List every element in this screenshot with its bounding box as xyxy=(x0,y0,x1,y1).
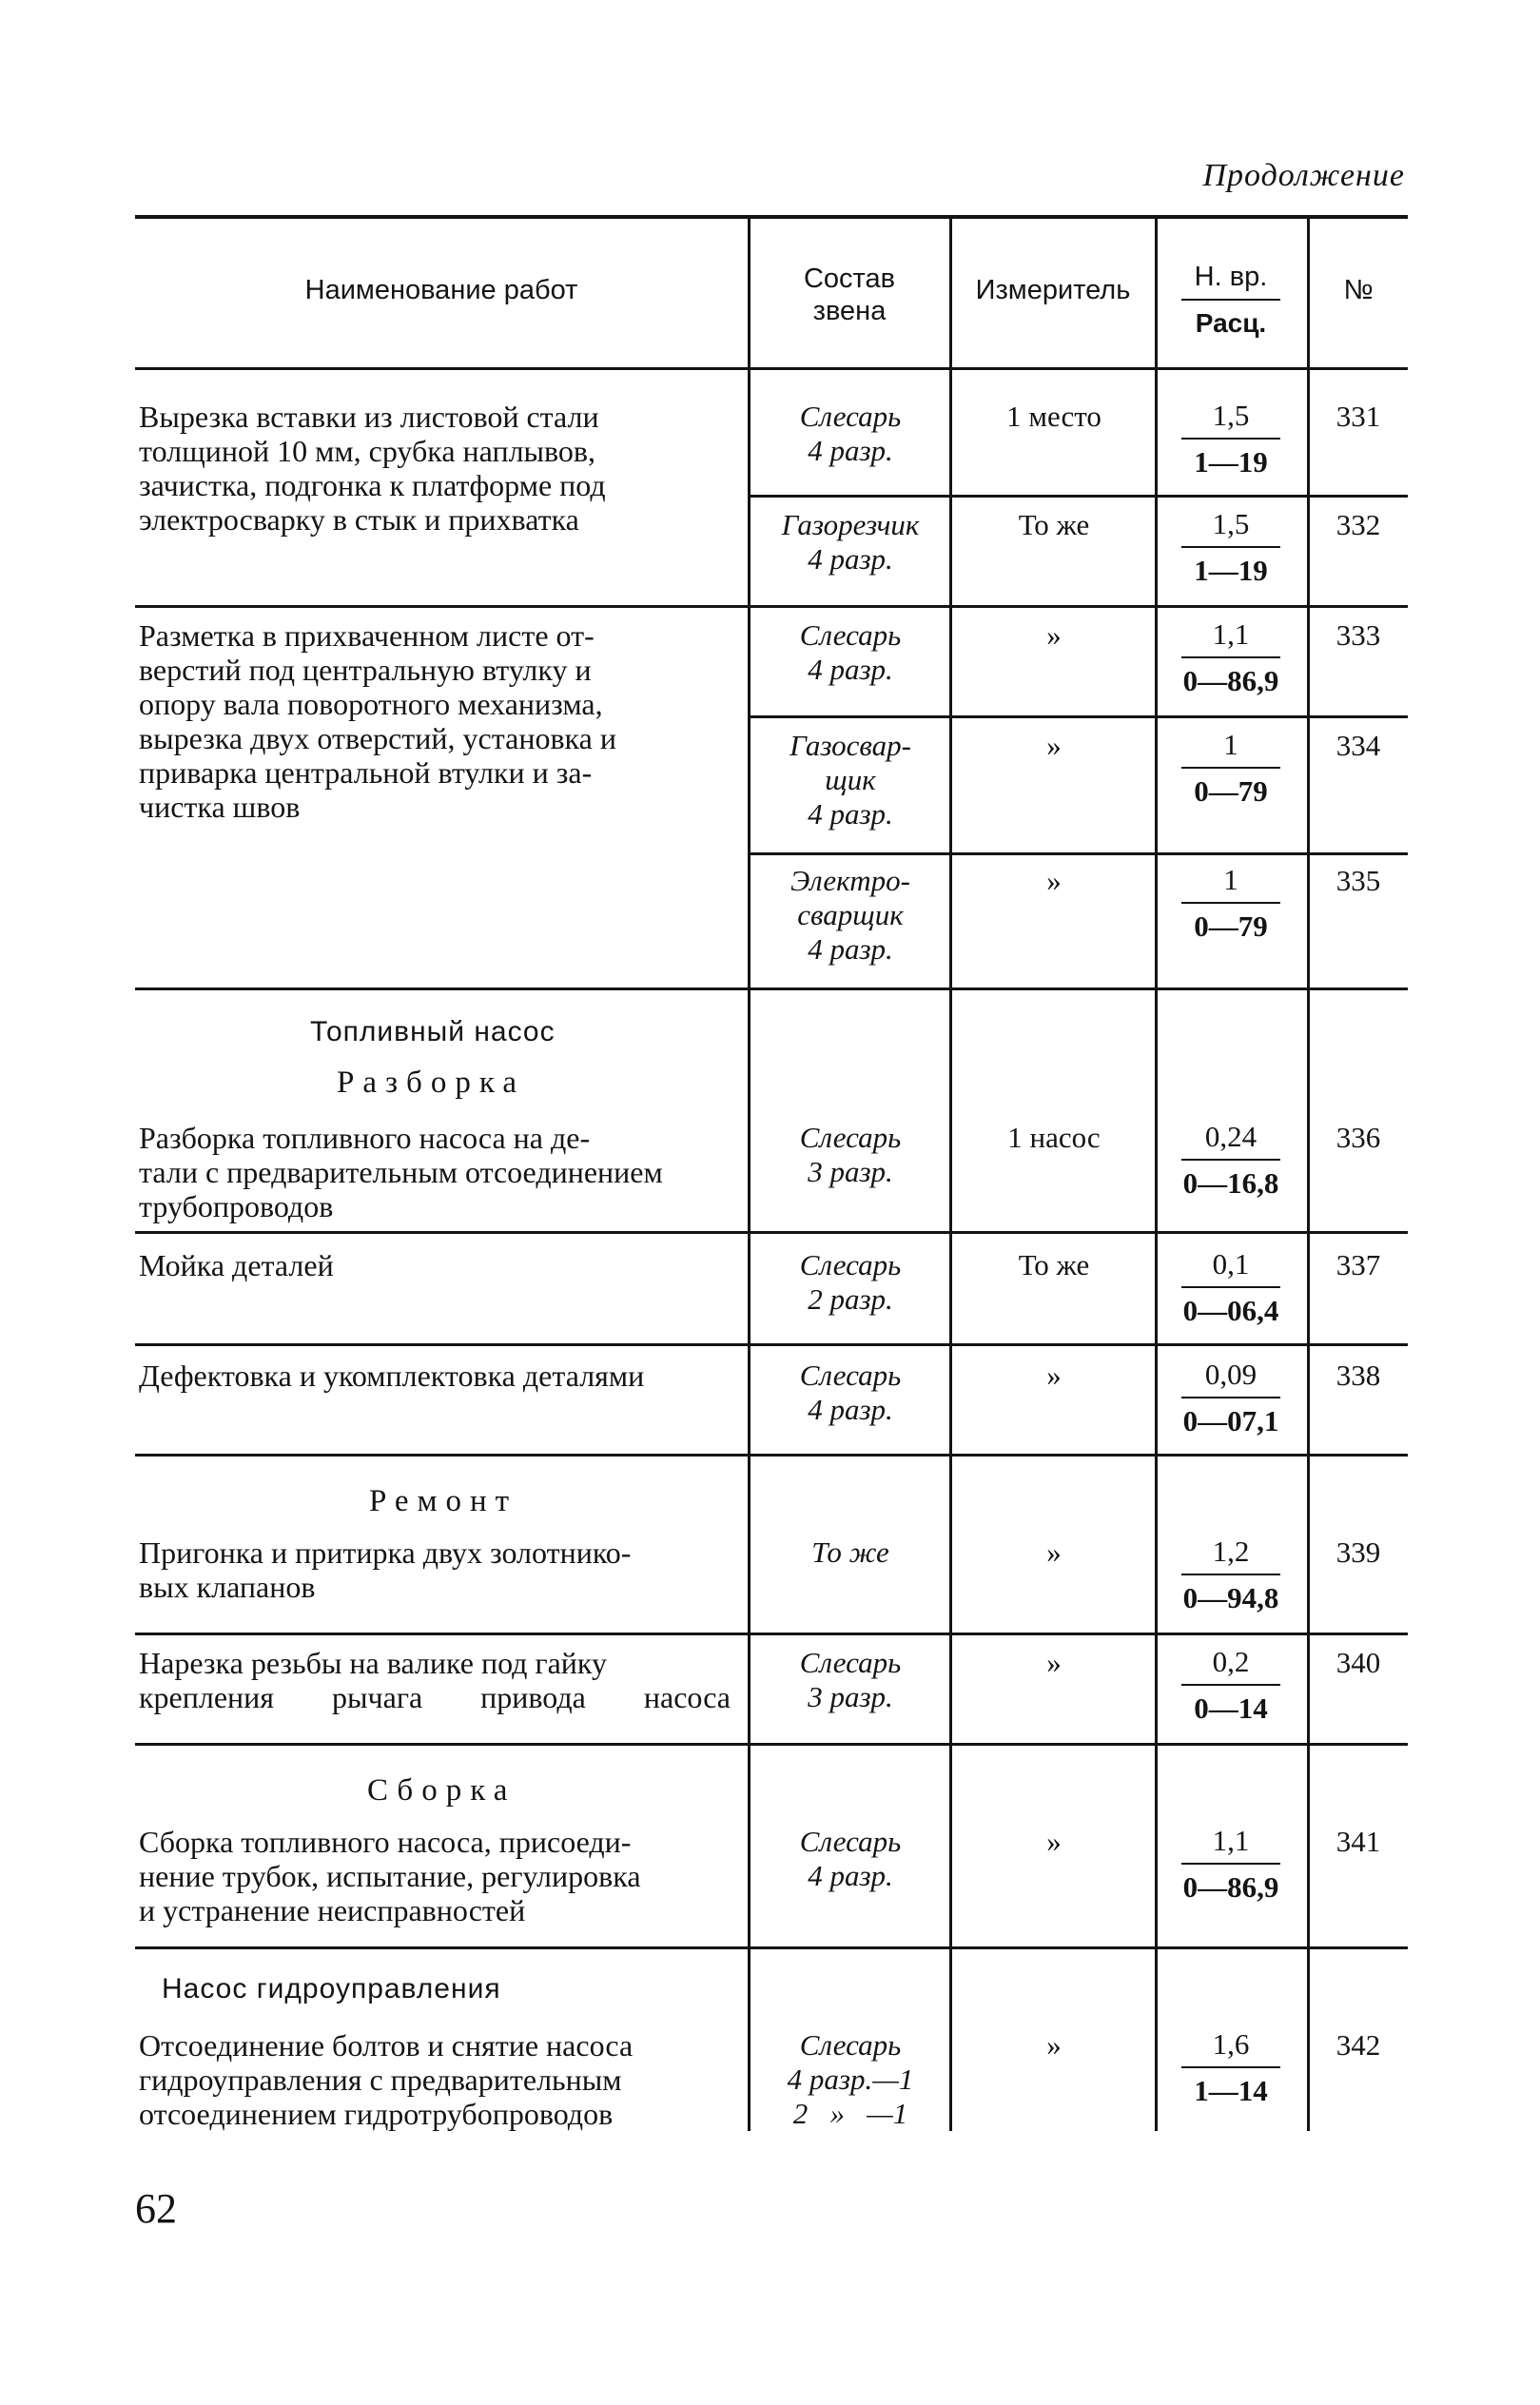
work-name: Разметка в прихваченном листе от- верстий под центральную втулку и опору вала поворотного механизма, вырезка двух отверстий, установка и приварка центральной втулки и за- чистка швов xyxy=(139,618,616,824)
crew-cell: Слесарь 2 разр. xyxy=(799,1248,902,1316)
rate-fraction xyxy=(1155,729,1307,808)
fraction-bar xyxy=(1181,2066,1280,2068)
norm-value: 1 xyxy=(1223,728,1238,761)
work-name: Пригонка и притирка двух золотнико- вых клапанов xyxy=(139,1535,632,1604)
norm-value: 1,1 xyxy=(1212,617,1250,651)
rate-fraction xyxy=(1155,2028,1307,2107)
row-rule xyxy=(135,1454,1408,1457)
header-crew-line: звена xyxy=(812,296,887,326)
price-value: 1—14 xyxy=(1194,2074,1268,2107)
table-top-rule xyxy=(135,215,1408,219)
price-value: 0—07,1 xyxy=(1182,1404,1279,1437)
measure-cell: » xyxy=(1046,618,1062,652)
price-value: 0—86,9 xyxy=(1182,1870,1279,1904)
header-rate-price: Расц. xyxy=(1195,308,1267,338)
header-crew xyxy=(750,263,949,327)
price-value: 0—79 xyxy=(1194,774,1268,808)
row-rule xyxy=(135,987,1408,990)
header-work-name: Наименование работ xyxy=(304,275,578,305)
row-number: 338 xyxy=(1335,1359,1381,1392)
price-value: 0—86,9 xyxy=(1182,664,1279,697)
crew-cell: Газорезчик 4 разр. xyxy=(781,508,920,576)
row-number: 340 xyxy=(1335,1646,1381,1679)
work-name: Сборка топливного насоса, присоеди- нение трубок, испытание, регулировка и устранение неисправностей xyxy=(139,1825,641,1927)
fraction-bar xyxy=(1181,438,1280,440)
row-number: 332 xyxy=(1335,508,1381,541)
measure-cell: » xyxy=(1046,729,1062,762)
price-value: 0—16,8 xyxy=(1182,1166,1279,1200)
header-number: № xyxy=(1343,275,1374,305)
rate-fraction xyxy=(1155,1359,1307,1437)
norm-value: 1,5 xyxy=(1212,399,1250,432)
row-number: 333 xyxy=(1335,618,1381,652)
crew-cell: Слесарь 3 разр. xyxy=(799,1646,902,1713)
fraction-bar xyxy=(1181,767,1280,769)
crew-cell: Слесарь 4 разр. xyxy=(799,1359,902,1426)
measure-cell: » xyxy=(1046,2028,1062,2062)
row-number: 334 xyxy=(1335,729,1381,762)
rate-fraction xyxy=(1155,1535,1307,1614)
crew-cell: Газосвар- щик 4 разр. xyxy=(789,729,911,831)
fraction-bar xyxy=(1181,902,1280,904)
crew-cell: Слесарь 4 разр. xyxy=(799,618,902,686)
rate-fraction xyxy=(1155,1646,1307,1725)
norm-value: 1,1 xyxy=(1212,1824,1250,1857)
header-measure: Измеритель xyxy=(975,275,1131,305)
price-value: 1—19 xyxy=(1194,445,1268,479)
header-rate-norm: Н. вр. xyxy=(1194,262,1268,292)
fraction-bar xyxy=(1181,1397,1280,1398)
crew-cell: Слесарь 4 разр.—1 2 » —1 xyxy=(787,2028,914,2130)
work-name: Вырезка вставки из листовой стали толщиной 10 мм, срубка наплывов, зачистка, подгонка к платформе под электросварку в стык и прихватка xyxy=(139,400,606,537)
fraction-bar xyxy=(1181,1159,1280,1161)
fraction-bar xyxy=(1181,1863,1280,1865)
section-title-hydro-pump: Насос гидроуправления xyxy=(162,1973,501,2004)
crew-cell: Электро- сварщик 4 разр. xyxy=(790,864,910,966)
fraction-bar xyxy=(1181,299,1280,301)
row-rule xyxy=(135,1743,1408,1746)
row-number: 336 xyxy=(1335,1121,1381,1154)
price-value: 0—79 xyxy=(1194,909,1268,943)
continuation-label: Продолжение xyxy=(1202,158,1405,193)
section-title-fuel-pump: Топливный насос xyxy=(310,1016,556,1047)
row-number: 341 xyxy=(1335,1825,1381,1858)
crew-cell: Слесарь 4 разр. xyxy=(799,400,902,467)
row-rule xyxy=(748,715,1408,718)
rate-fraction xyxy=(1155,508,1307,587)
fraction-bar xyxy=(1181,1684,1280,1686)
fraction-bar xyxy=(1181,1286,1280,1288)
norm-value: 1,6 xyxy=(1212,2027,1250,2061)
row-number: 339 xyxy=(1335,1535,1381,1569)
row-rule xyxy=(135,1231,1408,1234)
header-crew-line: Состав xyxy=(803,264,896,294)
rate-fraction xyxy=(1155,1248,1307,1327)
work-name: Дефектовка и укомплектовка деталями xyxy=(139,1359,645,1393)
price-value: 0—06,4 xyxy=(1182,1294,1279,1327)
crew-cell: Слесарь 3 разр. xyxy=(799,1121,902,1188)
row-rule xyxy=(135,1633,1408,1635)
rate-fraction xyxy=(1155,1121,1307,1200)
price-value: 0—94,8 xyxy=(1182,1581,1279,1614)
norm-value: 0,1 xyxy=(1212,1247,1250,1281)
column-divider-4 xyxy=(1307,217,1310,2131)
row-rule xyxy=(135,1343,1408,1346)
work-name: Мойка деталей xyxy=(139,1248,334,1282)
crew-cell: Слесарь 4 разр. xyxy=(799,1825,902,1892)
row-rule xyxy=(135,605,1408,608)
norm-value: 1,5 xyxy=(1212,507,1250,540)
norm-value: 0,09 xyxy=(1204,1358,1257,1391)
section-title-disassembly: Разборка xyxy=(337,1066,526,1100)
work-name: Отсоединение болтов и снятие насоса гидроуправления с предварительным отсоединением гидротрубопроводов xyxy=(139,2028,634,2131)
row-number: 337 xyxy=(1335,1248,1381,1281)
norm-value: 0,2 xyxy=(1212,1645,1250,1678)
measure-cell: » xyxy=(1046,1359,1062,1392)
crew-cell: То же xyxy=(811,1535,889,1569)
rate-fraction xyxy=(1155,400,1307,479)
norm-value: 1,2 xyxy=(1212,1535,1250,1568)
row-number: 335 xyxy=(1335,864,1381,897)
header-rate xyxy=(1155,261,1307,340)
measure-cell: 1 место xyxy=(1006,400,1101,433)
section-title-repair: Ремонт xyxy=(369,1484,518,1518)
price-value: 0—14 xyxy=(1194,1691,1268,1725)
section-title-assembly: Сборка xyxy=(367,1773,517,1808)
work-name: Разборка топливного насоса на де- тали с предварительным отсоединением трубопроводов xyxy=(139,1121,663,1223)
measure-cell: 1 насос xyxy=(1007,1121,1101,1154)
header-bottom-rule xyxy=(135,367,1408,370)
rate-fraction xyxy=(1155,618,1307,697)
measure-cell: » xyxy=(1046,864,1062,897)
norm-value: 0,24 xyxy=(1204,1120,1257,1153)
page-number: 62 xyxy=(135,2185,177,2232)
rate-fraction xyxy=(1155,864,1307,943)
measure-cell: То же xyxy=(1018,508,1090,541)
measure-cell: » xyxy=(1046,1825,1062,1858)
row-number: 342 xyxy=(1335,2028,1381,2062)
norm-value: 1 xyxy=(1223,863,1238,896)
rate-fraction xyxy=(1155,1825,1307,1904)
column-divider-1 xyxy=(748,217,751,2131)
row-number: 331 xyxy=(1335,400,1381,433)
price-value: 1—19 xyxy=(1194,554,1268,587)
row-rule xyxy=(748,495,1408,498)
measure-cell: » xyxy=(1046,1535,1062,1569)
measure-cell: » xyxy=(1046,1646,1062,1679)
row-rule xyxy=(135,1946,1408,1949)
fraction-bar xyxy=(1181,656,1280,658)
measure-cell: То же xyxy=(1018,1248,1090,1281)
work-name: Нарезка резьбы на валике под гайку крепления рычага привода насоса xyxy=(139,1646,731,1714)
row-rule xyxy=(748,852,1408,855)
fraction-bar xyxy=(1181,546,1280,548)
fraction-bar xyxy=(1181,1574,1280,1575)
